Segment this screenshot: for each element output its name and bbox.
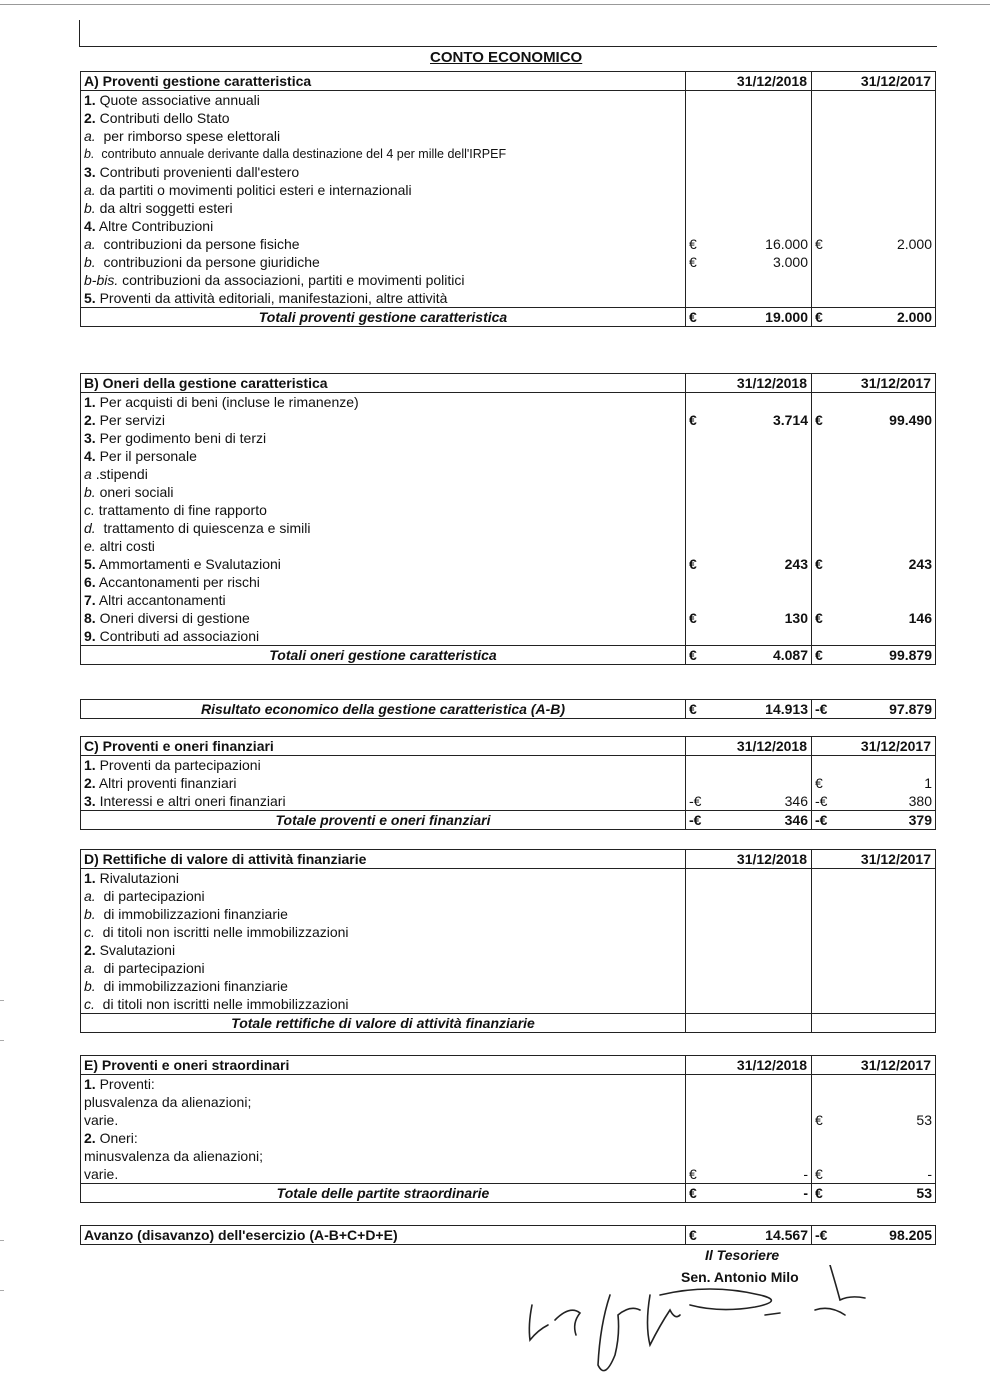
table-row: 1. Proventi da partecipazioni bbox=[81, 756, 936, 775]
table-row: a. per rimborso spese elettorali bbox=[81, 127, 936, 145]
section-a-total: Totali proventi gestione caratteristica € 19.000 € 2.000 bbox=[81, 308, 936, 327]
table-row: 9. Contributi ad associazioni bbox=[81, 627, 936, 646]
table-row: minusvalenza da alienazioni; bbox=[81, 1147, 936, 1165]
table-row: c. di titoli non iscritti nelle immobilizzazioni bbox=[81, 995, 936, 1014]
table-row: a. di partecipazioni bbox=[81, 959, 936, 977]
table-row: 5. Ammortamenti e Svalutazioni € 243 € 243 bbox=[81, 555, 936, 573]
table-row: 1. Proventi: bbox=[81, 1075, 936, 1094]
margin-mark bbox=[0, 1000, 4, 1001]
section-b-total: Totali oneri gestione caratteristica € 4.087 € 99.879 bbox=[81, 646, 936, 665]
margin-mark bbox=[0, 1290, 4, 1291]
table-row: c. di titoli non iscritti nelle immobilizzazioni bbox=[81, 923, 936, 941]
table-row: 1. Quote associative annuali bbox=[81, 91, 936, 110]
table-row: varie. € 53 bbox=[81, 1111, 936, 1129]
table-row: varie. € - € - bbox=[81, 1165, 936, 1184]
table-row: 2. Per servizi € 3.714 € 99.490 bbox=[81, 411, 936, 429]
table-row: b. contributo annuale derivante dalla destinazione del 4 per mille dell'IRPEF bbox=[81, 145, 936, 163]
table-row: b. di immobilizzazioni finanziarie bbox=[81, 977, 936, 995]
section-c-table bbox=[80, 736, 936, 830]
section-e-header: E) Proventi e oneri straordinari 31/12/2018 31/12/2017 bbox=[81, 1056, 936, 1075]
treasurer-role: Il Tesoriere bbox=[705, 1247, 780, 1263]
section-d-table bbox=[80, 849, 936, 1033]
table-row: 3. Interessi e altri oneri finanziari -€ 346 -€ 380 bbox=[81, 792, 936, 811]
result-row: Risultato economico della gestione caratteristica (A-B) € 14.913 -€ 97.879 bbox=[81, 700, 936, 719]
table-row: plusvalenza da alienazioni; bbox=[81, 1093, 936, 1111]
table-row: a. contribuzioni da persone fisiche € 16.000 € 2.000 bbox=[81, 235, 936, 253]
section-c-total: Totale proventi e oneri finanziari -€ 346 -€ 379 bbox=[81, 811, 936, 830]
table-row: b. contribuzioni da persone giuridiche € 3.000 bbox=[81, 253, 936, 271]
final-row: Avanzo (disavanzo) dell'esercizio (A-B+C+D+E) € 14.567 -€ 98.205 bbox=[81, 1226, 936, 1245]
table-row: 2. Altri proventi finanziari € 1 bbox=[81, 774, 936, 792]
result-table bbox=[80, 699, 936, 719]
margin-mark bbox=[0, 1240, 4, 1241]
table-row: 2. Contributi dello Stato bbox=[81, 109, 936, 127]
section-a-header: A) Proventi gestione caratteristica 31/12/2018 31/12/2017 bbox=[81, 72, 936, 91]
section-e-total: Totale delle partite straordinarie € - € 53 bbox=[81, 1184, 936, 1203]
table-row: a .stipendi bbox=[81, 465, 936, 483]
top-rule bbox=[0, 4, 990, 5]
section-d-total: Totale rettifiche di valore di attività finanziarie bbox=[81, 1014, 936, 1033]
handwritten-signature bbox=[510, 1265, 880, 1390]
table-row: 8. Oneri diversi di gestione € 130 € 146 bbox=[81, 609, 936, 627]
header-rule bbox=[79, 46, 937, 47]
table-row: b. di immobilizzazioni finanziarie bbox=[81, 905, 936, 923]
table-row: e. altri costi bbox=[81, 537, 936, 555]
section-c-header: C) Proventi e oneri finanziari 31/12/2018 31/12/2017 bbox=[81, 737, 936, 756]
margin-mark bbox=[0, 1040, 4, 1041]
table-row: c. trattamento di fine rapporto bbox=[81, 501, 936, 519]
table-row: b-bis. contribuzioni da associazioni, partiti e movimenti politici bbox=[81, 271, 936, 289]
margin-rule bbox=[79, 20, 80, 46]
table-row: 3. Contributi provenienti dall'estero bbox=[81, 163, 936, 181]
table-row: 7. Altri accantonamenti bbox=[81, 591, 936, 609]
table-row: 6. Accantonamenti per rischi bbox=[81, 573, 936, 591]
table-row: d. trattamento di quiescenza e simili bbox=[81, 519, 936, 537]
table-row: b. da altri soggetti esteri bbox=[81, 199, 936, 217]
table-row: a. da partiti o movimenti politici esteri e internazionali bbox=[81, 181, 936, 199]
section-d-header: D) Rettifiche di valore di attività finanziarie 31/12/2018 31/12/2017 bbox=[81, 850, 936, 869]
section-e-table bbox=[80, 1055, 936, 1203]
section-b-table bbox=[80, 373, 936, 665]
table-row: 1. Rivalutazioni bbox=[81, 869, 936, 888]
table-row: 4. Altre Contribuzioni bbox=[81, 217, 936, 235]
final-table bbox=[80, 1225, 936, 1245]
table-row: a. di partecipazioni bbox=[81, 887, 936, 905]
section-b-header: B) Oneri della gestione caratteristica 31/12/2018 31/12/2017 bbox=[81, 374, 936, 393]
treasurer-name: Sen. Antonio Milo bbox=[681, 1269, 799, 1285]
table-row: b. oneri sociali bbox=[81, 483, 936, 501]
page-title: CONTO ECONOMICO bbox=[430, 49, 583, 66]
table-row: 2. Svalutazioni bbox=[81, 941, 936, 959]
table-row: 5. Proventi da attività editoriali, manifestazioni, altre attività bbox=[81, 289, 936, 308]
table-row: 3. Per godimento beni di terzi bbox=[81, 429, 936, 447]
table-row: 2. Oneri: bbox=[81, 1129, 936, 1147]
table-row: 4. Per il personale bbox=[81, 447, 936, 465]
section-a-table bbox=[80, 71, 936, 327]
table-row: 1. Per acquisti di beni (incluse le rimanenze) bbox=[81, 393, 936, 412]
